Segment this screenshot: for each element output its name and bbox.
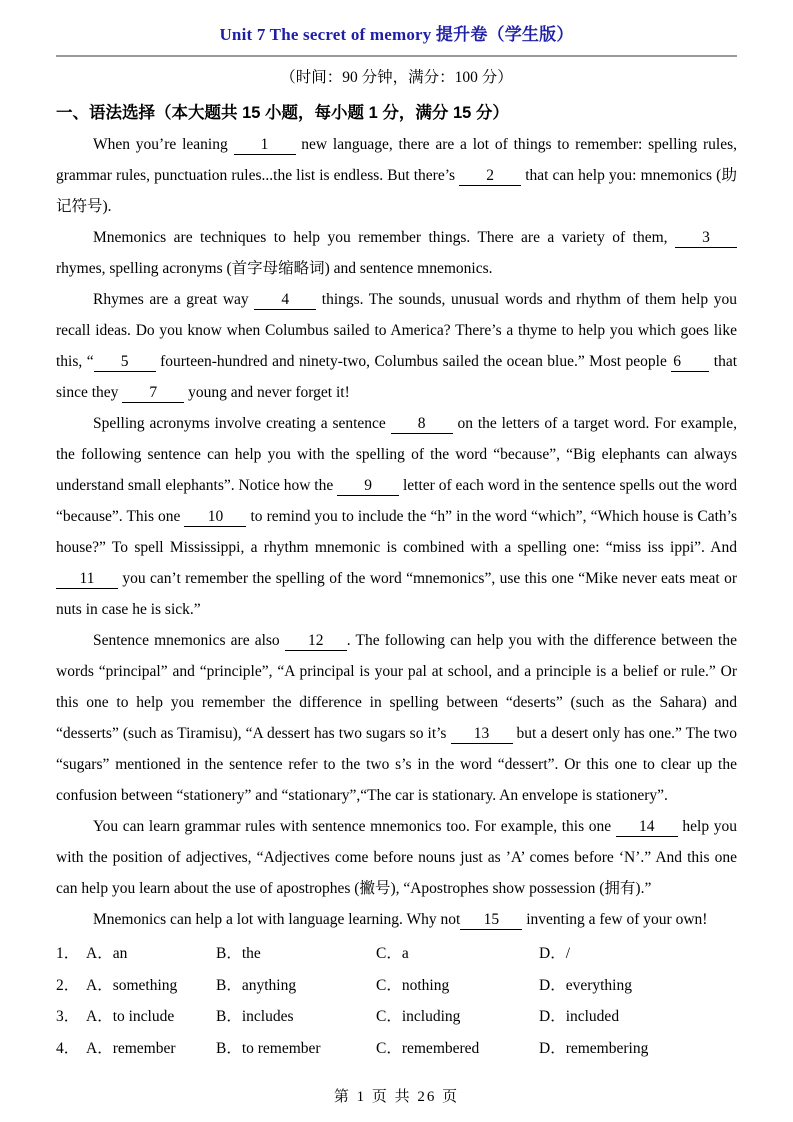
option-choice-1a: A．an <box>86 945 128 962</box>
answer-blank-3: 3 <box>675 229 737 248</box>
answer-blank-9: 9 <box>337 477 399 496</box>
option-choice-3d: D．included <box>539 1008 620 1025</box>
option-row-number: 4． <box>56 1039 80 1057</box>
option-choice-2d: D．everything <box>539 976 632 994</box>
passage-paragraph: When you’re leaning 1 new language, there are a lot of things to remember: spelling rules, grammar rules, punctuation rules...the list is endless. But there’s 2 that can help you: mnemonics (助记符号). <box>56 136 737 215</box>
answer-blank-11: 11 <box>56 570 118 589</box>
option-choice-4a: A．remember <box>86 1039 176 1057</box>
option-row-number: 2． <box>56 976 80 994</box>
option-choice-4d: D．remembering <box>539 1039 649 1057</box>
answer-blank-5: 5 <box>94 353 156 372</box>
answer-blank-12: 12 <box>285 632 347 651</box>
document-title: Unit 7 The secret of memory 提升卷（学生版） <box>219 25 574 44</box>
option-choice-3b: B．includes <box>216 1008 294 1025</box>
option-row-4 <box>56 1033 737 1065</box>
option-choice-2b: B．anything <box>216 976 297 994</box>
option-choice-3a: A．to include <box>86 1008 175 1025</box>
option-row-3 <box>56 1001 737 1033</box>
header-divider <box>56 55 737 57</box>
time-score-info: （时间：90 分钟，满分：100 分） <box>280 69 513 86</box>
option-choice-2c: C．nothing <box>376 976 450 994</box>
answer-blank-14: 14 <box>616 818 678 837</box>
option-choice-3c: C．including <box>376 1008 461 1025</box>
answer-blank-6: 6 <box>671 353 709 372</box>
answer-blank-7: 7 <box>122 384 184 403</box>
option-choice-4b: B．to remember <box>216 1039 321 1057</box>
passage-paragraph: Rhymes are a great way 4 things. The sounds, unusual words and rhythm of them help you recall ideas. Do you know when Columbus sailed to America? There’s a thyme to help you which goes like this, “ 5 fourteen-hundred and ninety-two, Columbus sailed the ocean blue.” Most people 6 that since they 7 young and never forget it! <box>56 291 738 401</box>
passage-paragraph: Sentence mnemonics are also 12 . The following can help you with the difference between the words “principal” and “principle”, “A principal is your pal at school, and a principle is a belief or rule.” Or this one to help you remember the difference in spelling between “deserts” (such as the Sahara) and “desserts” (such as Tiramisu), “A dessert has two sugars so it’s 13 but a desert only has one.” The two “sugars” mentioned in the sentence refer to the two s’s in the word “dessert”. Or this one to clear up the confusion between “stationery” and “stationary”,“The car is stationary. An envelope is stationery”. <box>56 632 737 804</box>
option-row-2 <box>56 970 737 1002</box>
choice-options <box>56 938 737 1064</box>
passage-paragraph: Mnemonics are techniques to help you remember things. There are a variety of them, 3 rhymes, spelling acronyms (首字母缩略词) and sentence mnemonics. <box>56 222 737 284</box>
option-row-number: 1． <box>56 945 80 962</box>
option-choice-1c: C．a <box>376 945 409 962</box>
option-choice-2a: A．something <box>86 976 178 994</box>
answer-blank-13: 13 <box>451 725 513 744</box>
option-choice-1d: D．/ <box>539 945 571 962</box>
passage <box>56 129 737 935</box>
page-number-footer: 第 1 页 共 26 页 <box>333 1089 460 1105</box>
section-heading-grammar-choice: 一、语法选择（本大题共 15 小题，每小题 1 分，满分 15 分） <box>56 104 509 122</box>
answer-blank-8: 8 <box>391 415 453 434</box>
passage-paragraph: Spelling acronyms involve creating a sentence 8 on the letters of a target word. For example, the following sentence can help you with the spelling of the word “because”, “Big elephants can always understand small elephants”. Notice how the 9 letter of each word in the sentence spells out the word “because”. This one 10 to remind you to include the “h” in the word “which”, “Which house is Cath’s house?” To spell Mississippi, a rhythm mnemonic is combined with a spelling one: “miss iss ippi”. And 11 you can’t remember the spelling of the word “mnemonics”, use this one “Mike never eats meat or nuts in case he is sick.” <box>56 415 737 618</box>
answer-blank-1: 1 <box>234 136 296 155</box>
option-row-number: 3． <box>56 1008 80 1025</box>
answer-blank-2: 2 <box>459 167 521 186</box>
option-choice-4c: C．remembered <box>376 1039 480 1057</box>
option-row-1 <box>56 938 737 970</box>
answer-blank-10: 10 <box>184 508 246 527</box>
passage-paragraph: You can learn grammar rules with sentence mnemonics too. For example, this one 14 help you with the position of adjectives, “Adjectives come before nouns just as ’A’ comes before ‘N’.” And this one can help you learn about the use of apostrophes (撇号), “Apostrophes show possession (拥有).” <box>56 818 737 897</box>
answer-blank-15: 15 <box>460 911 522 930</box>
answer-blank-4: 4 <box>254 291 316 310</box>
option-choice-1b: B．the <box>216 945 261 962</box>
passage-paragraph: Mnemonics can help a lot with language learning. Why not 15 inventing a few of your own! <box>93 911 708 928</box>
